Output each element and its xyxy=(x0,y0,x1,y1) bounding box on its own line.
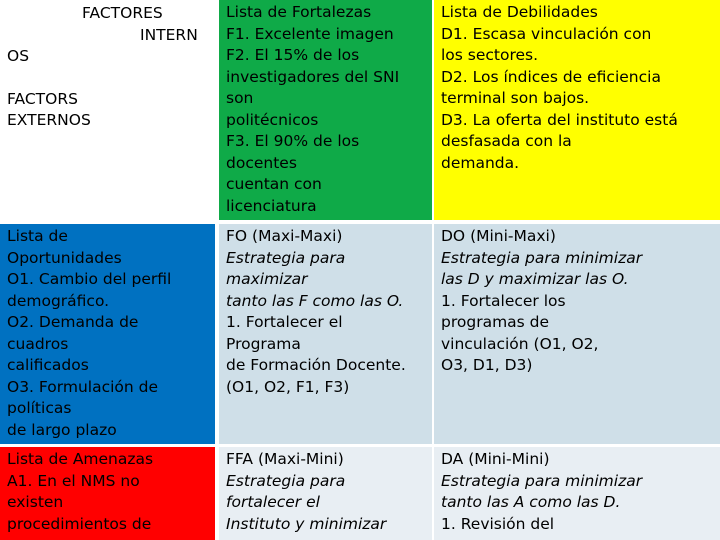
debilidades-line: demanda. xyxy=(441,153,520,172)
debilidades-line: D2. Los índices de eficiencia xyxy=(441,67,661,86)
oportunidades-line: cuadros xyxy=(7,334,69,353)
fortalezas-line: docentes xyxy=(226,153,297,172)
fa-cell xyxy=(219,447,432,540)
amenazas-line: Lista de Amenazas xyxy=(7,450,154,468)
fo-line: de Formación Docente. xyxy=(226,356,406,374)
da-cell xyxy=(434,447,720,540)
da-title: DA (Mini-Mini) xyxy=(441,450,550,468)
fa-title: FFA (Maxi-Mini) xyxy=(226,450,344,468)
do-line: vinculación (O1, O2, xyxy=(441,334,599,353)
do-strategy-line: las D y maximizar las O. xyxy=(441,270,629,288)
fortalezas-line: F2. El 15% de los xyxy=(226,46,360,64)
do-line: programas de xyxy=(441,313,550,331)
do-line: O3, D1, D3) xyxy=(441,356,533,374)
oportunidades-line: demográfico. xyxy=(7,291,110,310)
header-intern: INTERN xyxy=(140,26,198,44)
debilidades-line: D1. Escasa vinculación con xyxy=(441,24,652,43)
fo-title: FO (Maxi-Maxi) xyxy=(226,227,343,245)
debilidades-line: terminal son bajos. xyxy=(441,89,590,107)
header-factors: FACTORS xyxy=(7,90,78,108)
oportunidades-line: políticas xyxy=(7,399,72,417)
do-strategy-line: Estrategia para minimizar xyxy=(441,248,643,267)
fo-strategy-line: tanto las F como las O. xyxy=(226,291,404,310)
da-strategy-line: tanto las A como las D. xyxy=(441,493,621,511)
da-strategy-line: Estrategia para minimizar xyxy=(441,471,643,490)
header-cell xyxy=(0,0,215,220)
header-factores: FACTORES xyxy=(82,4,163,22)
amenazas-line: A1. En el NMS no xyxy=(7,471,140,490)
amenazas-line: procedimientos de xyxy=(7,514,152,533)
fo-cell xyxy=(219,224,432,444)
amenazas-cell xyxy=(0,447,215,540)
oportunidades-cell xyxy=(0,224,215,444)
do-cell xyxy=(434,224,720,444)
do-title: DO (Mini-Maxi) xyxy=(441,227,556,245)
fa-strategy-line: Instituto y minimizar xyxy=(226,514,387,533)
debilidades-line: Lista de Debilidades xyxy=(441,3,598,21)
fo-line: (O1, O2, F1, F3) xyxy=(226,377,350,396)
oportunidades-line: O1. Cambio del perfil xyxy=(7,270,172,288)
debilidades-line: desfasada con la xyxy=(441,132,572,150)
oportunidades-line: Lista de xyxy=(7,227,68,245)
oportunidades-line: Oportunidades xyxy=(7,248,122,267)
debilidades-cell xyxy=(434,0,720,220)
fa-strategy-line: fortalecer el xyxy=(226,493,320,511)
fortalezas-line: F1. Excelente imagen xyxy=(226,24,394,43)
fortalezas-line: politécnicos xyxy=(226,110,319,129)
fortalezas-line: investigadores del SNI xyxy=(226,67,400,86)
fortalezas-line: F3. El 90% de los xyxy=(226,132,360,150)
debilidades-line: los sectores. xyxy=(441,46,539,64)
fortalezas-line: son xyxy=(226,89,254,107)
fo-line: 1. Fortalecer el xyxy=(226,313,343,331)
fo-line: Programa xyxy=(226,334,301,353)
oportunidades-line: de largo plazo xyxy=(7,420,117,439)
header-os: OS xyxy=(7,47,30,65)
fortalezas-line: Lista de Fortalezas xyxy=(226,3,372,21)
header-externos: EXTERNOS xyxy=(7,111,91,129)
oportunidades-line: O3. Formulación de xyxy=(7,377,159,396)
fa-strategy-line: Estrategia para xyxy=(226,471,346,490)
do-line: 1. Fortalecer los xyxy=(441,291,566,310)
amenazas-line: existen xyxy=(7,493,64,511)
oportunidades-line: calificados xyxy=(7,356,89,374)
da-line: 1. Revisión del xyxy=(441,514,555,533)
fo-strategy-line: Estrategia para xyxy=(226,248,346,267)
fortalezas-line: cuentan con xyxy=(226,175,322,193)
fo-strategy-line: maximizar xyxy=(226,270,308,288)
debilidades-line: D3. La oferta del instituto está xyxy=(441,110,678,129)
fortalezas-line: licenciatura xyxy=(226,196,317,215)
oportunidades-line: O2. Demanda de xyxy=(7,313,139,331)
fortalezas-cell xyxy=(219,0,432,220)
